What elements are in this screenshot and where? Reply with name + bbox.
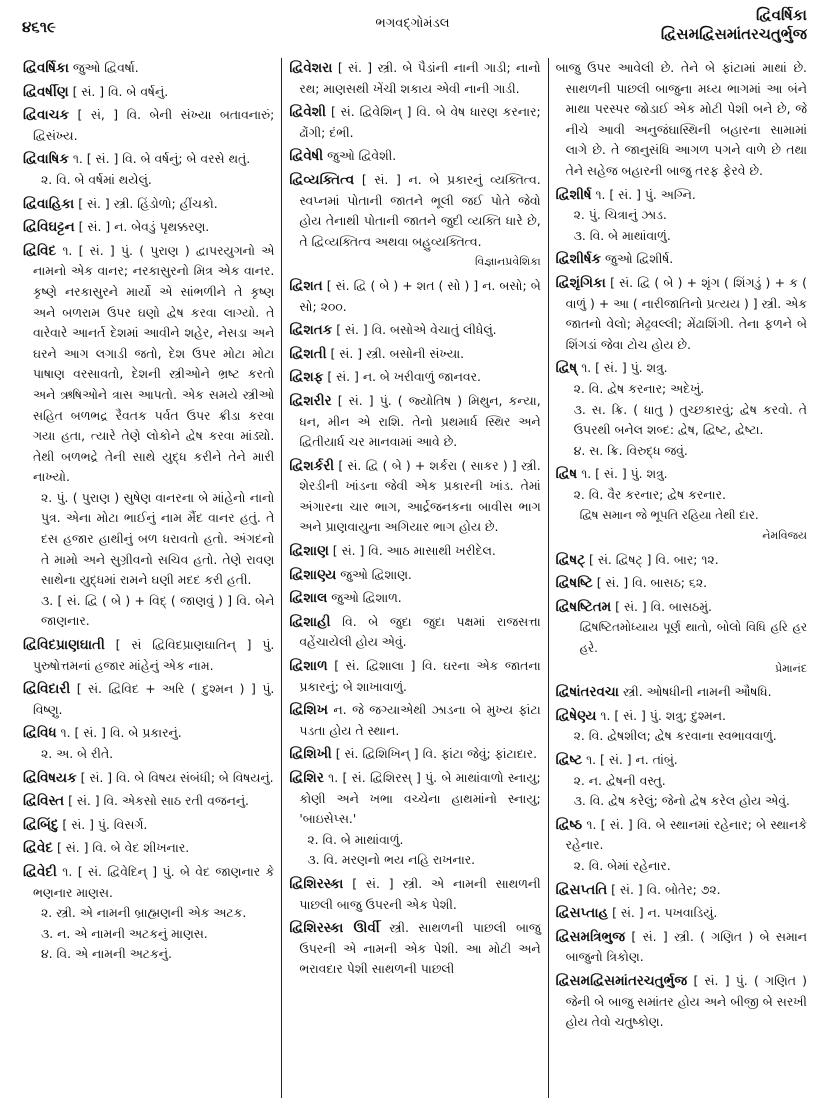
entry-sense: ૩. [ સં. દ્વિ ( બે ) + વિદ્ ( જાણવું ) ] વિ. બેને જાણનાર. bbox=[41, 592, 275, 629]
dictionary-entry bbox=[289, 744, 540, 765]
column-3 bbox=[548, 58, 814, 1098]
dictionary-entry bbox=[23, 105, 274, 146]
entry-headword: દ્વિવર્ષિકા bbox=[23, 60, 69, 76]
entry-definition: [ સં. ] ન. બેવડું પૃથક્કરણ. bbox=[78, 219, 210, 235]
entry-headword: દ્વિવિષયક bbox=[23, 769, 77, 786]
dictionary-entry bbox=[556, 971, 807, 1033]
entry-headword: દ્વિષષ્ટિતમ bbox=[555, 598, 612, 615]
dictionary-entry bbox=[23, 635, 274, 676]
entry-headword: દ્વિસપ્તાહ bbox=[555, 905, 609, 922]
entry-quotation: દ્વિષ સમાન જે ભૂપતિ રહિયા તેથી દાર. bbox=[579, 508, 759, 523]
entry-definition: [ સં. ] સ્ત્રી. ( ગણિત ) બે સમાન બાજુનો ત્રિકોણ. bbox=[565, 928, 807, 965]
entry-definition: [ સં. ] ન. પખવાડિયું. bbox=[612, 905, 718, 921]
dictionary-entry bbox=[556, 550, 807, 571]
entry-definition: [ સં. દ્વિવેશિન્ ] વિ. બે વેષ ધારણ કરનાર; ઢોંગી; દંભી. bbox=[299, 104, 541, 140]
entry-definition: ૧. [ સં. ] વિ. બે વર્ષનું; બે વરસે થતું. bbox=[72, 151, 251, 167]
entry-definition: [ સં. ] સ્ત્રી. બસોની સંખ્યા. bbox=[330, 345, 465, 361]
column-2 bbox=[281, 58, 547, 1098]
entry-definition: [ સં. ] પું. ( જ્યોતિષ ) મિથુન, કન્યા, ધન, મીન એ રાશિ. તેનો પ્રથમાર્ધ સ્થિર અને દ્વિતીયાર્ધ ચર માનવામાં આવે છે. bbox=[299, 392, 541, 450]
entry-definition: ૧. [ સં. ] પું. શત્રુ. bbox=[581, 466, 668, 482]
entry-source: પ્રેમાનંદ bbox=[775, 661, 807, 675]
entry-headword: દ્વિષ્ઠ bbox=[555, 816, 583, 833]
entry-headword: દ્વિવિદારી bbox=[23, 681, 71, 698]
entry-definition: [ સં. ] સ્ત્રી. હિંડોળો; હીંચકો. bbox=[78, 195, 218, 211]
entry-definition: સ્ત્રી. સાથળની પાછલી બાજુ ઉપરની એ નામની એક પેશી. આ મોટી અને ભરાવદાર પેશી સાથળની પાછલી bbox=[299, 920, 541, 977]
entry-definition: [ સં. ] વિ. બે વેદ શીખનાર. bbox=[56, 840, 190, 856]
entry-headword: દ્વિષ્ bbox=[555, 360, 578, 377]
dictionary-entry bbox=[289, 102, 540, 143]
entry-headword: દ્વિશર્કરી bbox=[289, 457, 335, 474]
dictionary-entry bbox=[23, 815, 274, 836]
dictionary-entry bbox=[289, 768, 540, 871]
dictionary-entry bbox=[23, 791, 274, 812]
entry-definition: [ સં. ] વિ. બાસઠમું. bbox=[615, 598, 712, 614]
entry-headword: દ્વિષાંતરવચા bbox=[555, 684, 619, 701]
entry-sense: ૨. વિ. વૈર કરનાર; દ્વેષ કરનાર. bbox=[573, 486, 726, 502]
entry-definition: [ સં. ] વિ. આઠ માસાથી ખરીદેલ. bbox=[332, 543, 496, 559]
entry-definition: ૧. [ સં. ] પું. ( પુરાણ ) દ્વાપરયુગનો એ નામનો એક વાનર; નરકાસુરનો મિત્ર એક વાનર. કૃષ્ણે નરકાસુરને માર્યો એ સાંભળીને તે કૃષ્ણ અને બળરામ ઉપર ઘણો દ્વેષ કરવા લાગ્યો. તે વારેવારે આનર્ત દેશમાં આવીને શહેર, નેસડા અને ઘરને આગ લગાડી જતો, દેશ ઉપર મોટા મોટા પાષાણ વરસાવતો, દેશની સ્ત્રીઓને ભ્રષ્ટ કરતો અને ઋષિઓને ત્રાસ આપતો. એક સમયે સ્ત્રીઓ સહિત બળભદ્ર રૈવતક પર્વત ઉપર ક્રીડા કરવા ગયા હતા, ત્યારે તેણે લોકોને દ્વેષ કરવા માંડ્યો. તેથી બળભદ્રે તેની સાથે યુદ્ધ કરીને તેને મારી નાખ્યો. bbox=[33, 242, 275, 485]
entry-headword: દ્વિષષ્ટિ bbox=[555, 575, 593, 592]
guide-words bbox=[661, 6, 807, 44]
entry-headword: દ્વિશતી bbox=[289, 345, 327, 362]
entry-sense: ૪. વિ. એ નામની અટકનું. bbox=[41, 946, 172, 962]
dictionary-entry bbox=[289, 612, 540, 653]
entry-definition: વિ. બે જુદા જુદા પક્ષમાં રાજસત્તા વહેંચાયેલી હોય એવું. bbox=[299, 613, 541, 650]
page-header bbox=[0, 0, 825, 58]
entry-definition: [ સં. દ્વિશાલા ] વિ. ઘરના એક જાતના પ્રકારનું; બે શાખાવાળું. bbox=[299, 658, 541, 694]
entry-definition: જુઓ દ્વિશાણ. bbox=[340, 566, 412, 582]
dictionary-entry bbox=[556, 927, 807, 968]
dictionary-entry bbox=[23, 768, 274, 789]
entry-headword: દ્વિશાલ bbox=[289, 590, 328, 607]
entry-headword: દ્વિશાણ્ય bbox=[289, 566, 337, 583]
entry-definition: [ સં. દ્વિ ( બે ) + શૃંગ ( શિંગડું ) + ક ( વાળું ) + આ ( નારીજાતિનો પ્રત્યય ) ] સ્ત્રી. એક જાતનો વેલો; મેઢ્રવલ્લી; મેંઢાશિંગી. તેના ફળને બે શિંગડાં જેવા ટોચ હોય છે. bbox=[565, 274, 807, 352]
entry-sense: ૨. ન. દ્વેષની વસ્તુ. bbox=[573, 772, 666, 788]
entry-headword: દ્વિવેદી bbox=[23, 863, 57, 880]
entry-definition: જુઓ દ્વિશીર્ષ. bbox=[604, 251, 674, 267]
entry-headword: દ્વિસમદ્વિસમાંતરચતુર્ભુજ bbox=[555, 972, 688, 989]
entry-definition: [ સં. દ્વિ ( બે ) + શર્કરા ( સાકર ) ] સ્ત્રી. શેરડીની ખાંડના જેવી એક પ્રકારની ખાંડ. તેમાં અંગારના ચાર ભાગ, આર્દ્રજનકના બાવીસ ભાગ અને પ્રાણવાયુના અગિયાર ભાગ હોય છે. bbox=[299, 457, 541, 535]
entry-headword: દ્વિવેશરા bbox=[289, 60, 333, 76]
entry-headword: દ્વિવિઘટ્ટન bbox=[23, 219, 75, 236]
entry-headword: દ્વિષ bbox=[555, 466, 578, 483]
dictionary-entry bbox=[23, 194, 274, 215]
dictionary-entry bbox=[23, 217, 274, 238]
entry-sense: ૩. વિ. દ્વેષ કરેલું; જેનો દ્વેષ કરેલ હોય એવું. bbox=[573, 793, 790, 809]
entry-definition: [ સં. દ્વિ ( બે ) + શત ( સો ) ] ન. બસો; બે સો; ૨૦૦. bbox=[299, 277, 541, 314]
entry-headword: દ્વિષેણ્ય bbox=[555, 707, 597, 724]
entry-definition: જુઓ દ્વિવર્ષા. bbox=[72, 60, 139, 75]
dictionary-entry bbox=[556, 358, 807, 461]
book-title: ભગવદ્ગોમંડલ bbox=[375, 16, 450, 31]
entry-definition: [ સં દ્વિવિદપ્રાણઘાતિન્ ] પું. પુરુષોત્તમનાં હજાર માંહેનું એક નામ. bbox=[33, 637, 275, 673]
entry-headword: દ્વિશિરસ્કા bbox=[289, 875, 344, 892]
entry-definition: ૧. [ સં. ] ન. તાંબું. bbox=[586, 752, 678, 767]
entry-definition: ૧. [ સં. ] પું. શત્રુ. bbox=[581, 360, 668, 376]
entry-definition: [ સં. ] ન. બે ખરીવાળું જાનવર. bbox=[327, 369, 481, 385]
entry-headword: દ્વિશિર bbox=[289, 770, 324, 786]
dictionary-entry bbox=[289, 276, 540, 317]
column-1 bbox=[16, 58, 281, 1098]
dictionary-entry bbox=[289, 320, 540, 341]
entry-definition: [ સં. ] વિ. બે વિષય સંબંધી; બે વિષયનું. bbox=[80, 769, 274, 785]
entry-source: નેમવિજય bbox=[762, 529, 807, 543]
dictionary-entry bbox=[556, 750, 807, 812]
entry-headword: દ્વિવેશી bbox=[289, 104, 327, 121]
dictionary-entry bbox=[556, 815, 807, 877]
entry-definition: [ સં. ] સ્ત્રી. બે પૈડાંની નાની ગાડી; નાનો રથ; માણસથી ખેંચી શકાય એવી નાની ગાડી. bbox=[299, 60, 541, 96]
entry-headword: દ્વિશાણ bbox=[289, 543, 329, 560]
dictionary-entry bbox=[289, 565, 540, 586]
entry-headword: દ્વિશિરસ્કા ઊર્વી bbox=[289, 920, 380, 937]
entry-definition: [ સં. દ્વિશિખિન્ ] વિ. ફાંટા જેવું; ફાંટાદાર. bbox=[335, 746, 538, 762]
entry-sense: ૨. પું. ( પુરાણ ) સુષેણ વાનરના બે માંહેનો નાનો પુત્ર. એના મોટા ભાઈનું નામ મૈંદ વાનર હતું. તે દસ હજાર હાથીનું બળ ધરાવતો હતો. અંગદનો તે મામો અને સુગ્રીવનો સચિવ હતો. તેણે રાવણ સાથેના યુદ્ધમાં રામને ઘણી મદદ કરી હતી. bbox=[41, 489, 275, 588]
entry-definition: [ સં. ] સ્ત્રી. એ નામની સાથળની પાછલી બાજુ ઉપરની એક પેશી. bbox=[299, 875, 541, 912]
entry-headword: દ્વિશાહી bbox=[289, 613, 331, 630]
dictionary-entry bbox=[289, 541, 540, 562]
dictionary-entry bbox=[556, 573, 807, 594]
entry-headword: દ્વિવાચક bbox=[23, 107, 70, 124]
entry-headword: દ્વિબિંદુ bbox=[23, 816, 59, 833]
dictionary-entry bbox=[289, 391, 540, 453]
entry-definition: ૧. [ સં. ] વિ. બે સ્થાનમાં રહેનાર; બે સ્થાનકે રહેનાર. bbox=[565, 816, 807, 853]
entry-headword: દ્વિશત bbox=[289, 277, 323, 294]
entry-sense: ૩. સ. ક્રિ. ( ધાતુ ) તુચ્છકારવું; દ્વેષ કરવો. તે ઉપરથી બનેલ શબ્દ: દ્વેષ, દ્વિષ્ટ, દ્વેષ્ટા. bbox=[573, 401, 807, 438]
dictionary-entry bbox=[556, 597, 807, 679]
entry-sense: ૨. વિ. દ્વેષશીલ; દ્વેષ કરવાના સ્વભાવવાળું. bbox=[573, 728, 777, 744]
dictionary-entry bbox=[289, 874, 540, 915]
dictionary-entry bbox=[289, 58, 540, 99]
dictionary-entry bbox=[556, 903, 807, 924]
entry-definition: [ સં. ] ન. બે પ્રકારનું વ્યક્તિત્વ. સ્વપ્નમાં પોતાની જાતને ભૂલી જઈ પોતે જેવો હોય તેનાથી પોતાની જાતને જુદી વ્યક્તિ ધારે છે, તે દ્વિવ્યક્તિત્વ અથવા બહુવ્યક્તિત્વ. bbox=[299, 171, 541, 249]
entry-definition: ૧. [ સં. દ્વિશિરસ્ ] પું. બે માથાંવાળો સ્નાયુ; કોણી અને ખભા વચ્ચેના હાથમાંનો સ્નાયુ; 'બાઇસેપ્સ.' bbox=[299, 770, 541, 827]
entry-definition: [ સં. ] વિ. બસોએ વેચાતું લીધેલું. bbox=[336, 322, 497, 338]
entry-sense: ૪. સ. ક્રિ. વિરુદ્ધ જવું. bbox=[573, 442, 688, 458]
dictionary-entry bbox=[23, 82, 274, 103]
guide-word-first: દ્વિવર્ષિકા bbox=[756, 6, 807, 24]
entry-definition: ૧. [ સં. ] પું. અગ્નિ. bbox=[595, 186, 696, 202]
entry-headword: દ્વિવ્યક્તિત્વ bbox=[289, 171, 355, 188]
page-number: ૪૬૧૯ bbox=[22, 18, 56, 36]
entry-sense: ૨. વિ. બે વર્ષમાં થયેલું. bbox=[41, 171, 152, 187]
dictionary-entry bbox=[556, 464, 807, 546]
entry-sense: ૨. વિ. બેમાં રહેનાર. bbox=[573, 857, 671, 873]
entry-headword: દ્વિશતક bbox=[289, 322, 333, 339]
dictionary-entry bbox=[556, 58, 807, 182]
entry-headword: દ્વિષટ્ bbox=[555, 551, 586, 568]
entry-definition: [ સં. ] પું. વિસર્ગ. bbox=[62, 816, 148, 832]
dictionary-entry bbox=[556, 185, 807, 247]
dictionary-entry bbox=[556, 880, 807, 901]
entry-definition: ૧. [ સં. ] વિ. બે પ્રકારનું. bbox=[60, 725, 182, 741]
entry-headword: દ્વિશીર્ષ bbox=[555, 186, 592, 203]
entry-headword: દ્વિશીર્ષક bbox=[555, 251, 602, 268]
dictionary-entry bbox=[556, 273, 807, 355]
dictionary-entry bbox=[289, 344, 540, 365]
dictionary-entry bbox=[23, 58, 274, 79]
dictionary-entry bbox=[23, 838, 274, 859]
guide-word-last: દ્વિસમદ્વિસમાંતરચતુર્ભુજ bbox=[660, 25, 807, 43]
entry-headword: દ્વિસપ્તતિ bbox=[555, 881, 608, 898]
entry-headword: દ્વિશૃંગિકા bbox=[555, 274, 606, 291]
dictionary-entry bbox=[23, 679, 274, 720]
dictionary-entry bbox=[289, 588, 540, 609]
entry-headword: દ્વિશિખ bbox=[289, 702, 328, 719]
entry-sense: ૨. પું. ચિત્રાનું ઝાડ. bbox=[573, 207, 667, 223]
dictionary-entry bbox=[23, 723, 274, 764]
entry-definition: ૧. [ સં. દ્વિવેદિન્ ] પું. બે વેદ જાણનાર કે ભણનાર માણસ. bbox=[33, 863, 275, 900]
dictionary-entry bbox=[556, 249, 807, 270]
dictionary-entry bbox=[289, 170, 540, 273]
entry-definition: [ સં. ] વિ. બાસઠ; ૬૨. bbox=[596, 575, 708, 591]
dictionary-entry bbox=[289, 146, 540, 167]
dictionary-entry bbox=[289, 700, 540, 741]
entry-sense: ૨. સ્ત્રી. એ નામની બ્રાહ્મણની એક અટક. bbox=[41, 905, 247, 921]
entry-source: વિજ્ઞાનપ્રવેશિકા bbox=[474, 255, 541, 269]
entry-headword: દ્વિવિદપ્રાણઘાતી bbox=[23, 637, 105, 654]
entry-headword: દ્વિશિખી bbox=[289, 746, 332, 763]
dictionary-entry bbox=[289, 918, 540, 980]
dictionary-entry bbox=[23, 241, 274, 632]
entry-definition: [ સં. ] વિ. એકસો સાઠ રતી વજનનું. bbox=[68, 793, 249, 809]
entry-headword: દ્વિવિધ bbox=[23, 725, 57, 742]
entry-headword: દ્વિવેષી bbox=[289, 148, 324, 165]
entry-headword: દ્વિવેદ bbox=[23, 840, 53, 857]
entry-sense: ૩. વિ. બે માથાંવાળું. bbox=[573, 227, 671, 243]
dictionary-entry bbox=[556, 682, 807, 703]
dictionary-entry bbox=[289, 367, 540, 388]
entry-definition: સ્ત્રી. ઓષધીની નામની ઔષધિ. bbox=[622, 684, 772, 700]
entry-headword: દ્વિવિદ bbox=[23, 242, 57, 259]
entry-definition: ૧. [ સં. ] પું. શત્રુ; દુશ્મન. bbox=[600, 707, 726, 723]
entry-definition: [ સં. દ્વિવિદ + અરિ ( દુશ્મન ) ] પું. વિષ્ણુ. bbox=[33, 681, 275, 717]
dictionary-columns bbox=[16, 58, 814, 1098]
entry-sense: ૨. વિ. દ્વેષ કરનાર; અદેખું. bbox=[573, 380, 705, 396]
dictionary-entry bbox=[289, 656, 540, 697]
entry-definition: જુઓ દ્વિવેશી. bbox=[327, 148, 397, 164]
entry-headword: દ્વિશફ bbox=[289, 369, 324, 386]
dictionary-entry bbox=[23, 862, 274, 965]
entry-definition: [ સં. દ્વિષટ્ ] વિ. બાર; ૧૨. bbox=[589, 551, 719, 567]
entry-quotation: દ્વિષષ્ટિતમોધ્યાય પૂર્ણ થાતો, બોલો વિધિ હરિ હર હરે. bbox=[579, 620, 807, 656]
entry-sense: ૩. વિ. મરણનો ભય નહિ રાખનાર. bbox=[307, 852, 476, 868]
entry-headword: દ્વિસમત્રિભુજ bbox=[555, 928, 626, 945]
dictionary-entry bbox=[23, 149, 274, 190]
entry-sense: ૩. ન. એ નામની અટકનું માણસ. bbox=[41, 925, 208, 941]
entry-headword: દ્વિવાષિક bbox=[23, 151, 69, 168]
entry-headword: દ્વિવિસ્ત bbox=[23, 793, 65, 810]
entry-headword: દ્વિવર્ષીણ bbox=[23, 83, 69, 100]
entry-headword: દ્વિવાહિકા bbox=[23, 195, 75, 212]
entry-definition: ન. જે જગ્યાએથી ઝાડના બે મુખ્ય ફાંટા પડતા હોય તે સ્થાન. bbox=[299, 702, 541, 738]
dictionary-entry bbox=[289, 456, 540, 538]
dictionary-entry bbox=[556, 706, 807, 747]
entry-sense: ૨. વિ. બે માથાંવાળું. bbox=[307, 831, 404, 847]
entry-definition: [ સં. ] વિ. બોતેર; ૭૨. bbox=[611, 881, 721, 897]
entry-headword: દ્વિશાળ bbox=[289, 658, 328, 675]
entry-definition: [ સં, ] વિ. બેની સંખ્યા બતાવનારું; દ્વિસંખ્ય. bbox=[33, 107, 275, 143]
entry-definition: [ સં. ] પું. ( ગણિત ) જેની બે બાજુ સમાંતર હોય અને બીજી બે સરખી હોય તેવો ચતુષ્કોણ. bbox=[565, 972, 807, 1030]
entry-sense: ૨. અ. બે રીતે. bbox=[41, 746, 114, 761]
entry-headword: દ્વિશરીર bbox=[289, 392, 332, 409]
entry-headword: દ્વિષ્ટ bbox=[555, 752, 583, 768]
entry-definition: જુઓ દ્વિશાળ. bbox=[331, 590, 402, 606]
entry-definition: બાજુ ઉપર આવેલી છે. તેને બે ફાંટામાં માથાં છે. સાથળની પાછલી બાજુના મધ્ય ભાગમાં આ બંને માથા પરસ્પર જોડાઈ એક મોટી પેશી બને છે, જે નીચે આવી અનુજંઘાસ્થિની બહારના સામામાં લાગે છે. તે જાનુસંધિ આગળ પગને વાળે છે તથા તેને સહેજ બહારની બાજુ તરફ ફેરવે છે. bbox=[555, 60, 807, 178]
entry-definition: [ સં. ] વિ. બે વર્ષનું. bbox=[72, 83, 169, 99]
